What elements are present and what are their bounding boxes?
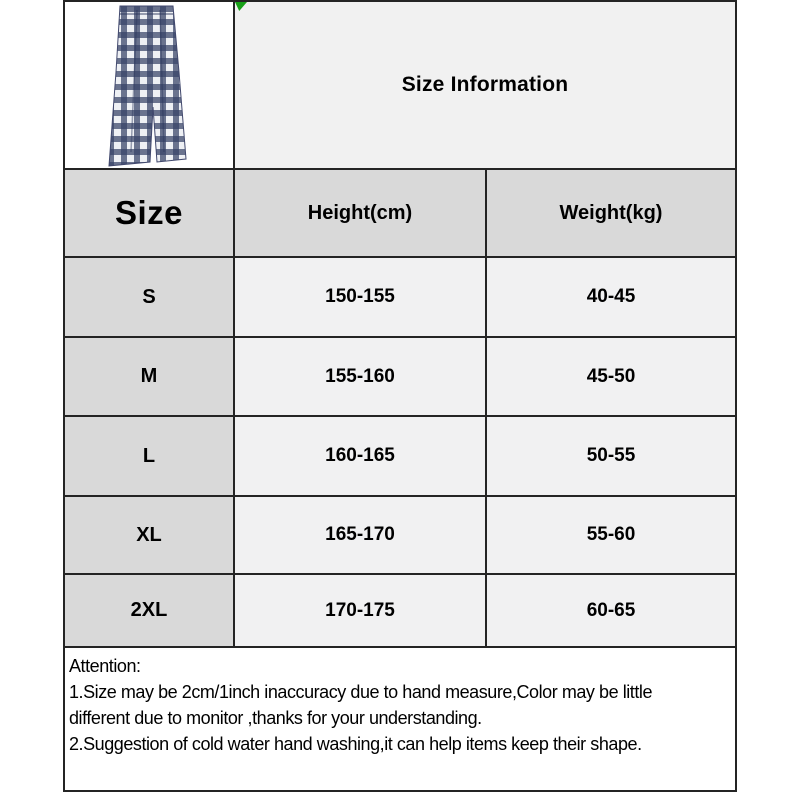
attention-line: 1.Size may be 2cm/1inch inaccuracy due to hand measure,Color may be little xyxy=(69,682,653,702)
attention-note xyxy=(65,648,735,790)
height-value: 165-170 xyxy=(235,497,487,573)
height-value: 160-165 xyxy=(235,417,487,495)
height-value: 170-175 xyxy=(235,575,487,646)
size-chart-sheet xyxy=(63,0,737,792)
height-value: 155-160 xyxy=(235,338,487,415)
size-information-cell xyxy=(235,2,735,168)
table-row xyxy=(65,338,735,417)
weight-value: 40-45 xyxy=(487,258,735,336)
weight-value: 45-50 xyxy=(487,338,735,415)
size-label: L xyxy=(65,417,235,495)
column-header-size: Size xyxy=(65,170,235,256)
weight-value: 60-65 xyxy=(487,575,735,646)
attention-line: 2.Suggestion of cold water hand washing,it can help items keep their shape. xyxy=(69,734,642,754)
table-row xyxy=(65,417,735,497)
height-value: 150-155 xyxy=(235,258,487,336)
table-row xyxy=(65,497,735,575)
size-label: XL xyxy=(65,497,235,573)
product-image-cell xyxy=(65,2,235,168)
green-corner-flag-icon xyxy=(235,2,247,11)
size-information-title: Size Information xyxy=(401,73,569,96)
attention-title: Attention: xyxy=(69,656,141,676)
size-label: S xyxy=(65,258,235,336)
size-label: 2XL xyxy=(65,575,235,646)
table-row xyxy=(65,258,735,338)
weight-value: 50-55 xyxy=(487,417,735,495)
size-label: M xyxy=(65,338,235,415)
table-header-row xyxy=(65,170,735,258)
top-row xyxy=(65,2,735,170)
table-row xyxy=(65,575,735,648)
weight-value: 55-60 xyxy=(487,497,735,573)
attention-line: different due to monitor ,thanks for your understanding. xyxy=(69,708,482,728)
column-header-weight: Weight(kg) xyxy=(487,170,735,256)
attention-row xyxy=(65,648,735,790)
column-header-height: Height(cm) xyxy=(235,170,487,256)
plaid-pants-image xyxy=(65,2,233,168)
